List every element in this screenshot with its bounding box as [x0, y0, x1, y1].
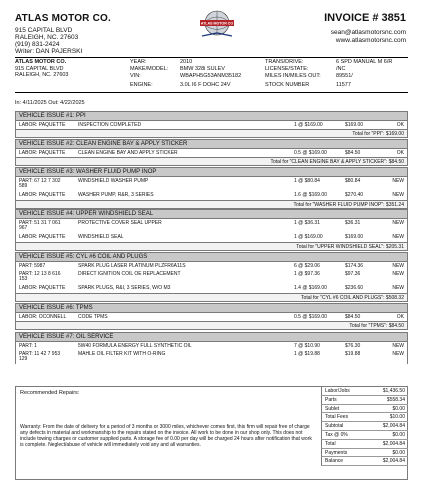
- logo-text: ATLAS MOTOR CO: [200, 21, 234, 26]
- line-amount: $97.36: [345, 271, 361, 277]
- engine-value: 3.0L I6 F DOHC 24V: [180, 82, 231, 88]
- customer-name: ATLAS MOTOR CO.: [15, 59, 67, 65]
- miles-value: 89551/: [336, 73, 353, 79]
- line-item-name: SPARK PLUG LASER PLATINUM PLZFR6A11S: [78, 263, 186, 269]
- line-desc: LABOR: PAQUETTE: [19, 150, 66, 156]
- vin-label: VIN:: [130, 73, 141, 79]
- totals-value: $1,436.50: [382, 388, 405, 394]
- vehicle-issue-section: [15, 167, 408, 209]
- issue-title: VEHICLE ISSUE #7: OIL SERVICE: [16, 333, 407, 342]
- line-status: NEW: [392, 343, 404, 349]
- line-desc: LABOR: OCONNELL: [19, 314, 67, 320]
- engine-label: ENGINE:: [130, 82, 153, 88]
- company-phone: (919) 831-2424: [15, 41, 60, 48]
- line-amount: $174.36: [345, 263, 364, 269]
- line-desc: LABOR: PAQUETTE: [19, 285, 66, 291]
- line-amount: $19.88: [345, 351, 361, 357]
- trans-label: TRANS/DRIVE:: [265, 59, 304, 65]
- line-item-name: INSPECTION COMPLETED: [78, 122, 142, 128]
- vehicle-issue-section: [15, 139, 408, 166]
- totals-label: Balance: [325, 458, 344, 465]
- totals-value: $0.00: [392, 431, 405, 438]
- issue-title: VEHICLE ISSUE #4: UPPER WINDSHIELD SEAL: [16, 210, 407, 219]
- line-item: [16, 232, 407, 242]
- line-status: NEW: [392, 192, 404, 198]
- line-desc: PART: 51 31 7 061: [19, 220, 61, 226]
- issue-total: Total for "UPPER WINDSHIELD SEAL": $205.31: [296, 244, 404, 250]
- line-item: [16, 190, 407, 200]
- line-qty: 1 @ $169.00: [294, 234, 323, 240]
- divider: [15, 57, 408, 58]
- line-desc: PART: 11 42 7 953: [19, 351, 61, 357]
- issue-total-row: [16, 200, 407, 208]
- customer-city: RALEIGH, NC. 27603: [15, 72, 69, 78]
- issue-title: VEHICLE ISSUE #1: PPI: [16, 112, 407, 121]
- line-desc: PART: 67 12 7 302: [19, 178, 61, 184]
- miles-label: MILES IN/MILES OUT:: [265, 73, 321, 79]
- totals-row: [321, 457, 408, 466]
- line-item-name: WINDSHIELD SEAL: [78, 234, 124, 240]
- line-qty: 1.6 @ $169.00: [294, 192, 327, 198]
- line-item-name: WINDSHIELD WASHER PUMP: [78, 178, 149, 184]
- invoice-summary: [15, 386, 408, 480]
- line-item: [16, 313, 407, 321]
- line-status: NEW: [392, 271, 404, 277]
- issue-total: Total for "WASHER FLUID PUMP INOP": $351.24: [293, 202, 404, 208]
- totals-label: Tax @ 0%: [325, 431, 348, 438]
- contact-website: www.atlasmotorsnc.com: [335, 37, 406, 44]
- line-item-name: WASHER PUMP, R&R, 3 SERIES: [78, 192, 154, 198]
- issue-total-row: [16, 157, 407, 165]
- line-desc-cont: 967: [19, 225, 28, 231]
- totals-label: Labor/Jobs: [325, 388, 350, 394]
- vehicle-issue-section: [15, 111, 408, 138]
- line-qty: 1.4 @ $169.00: [294, 285, 327, 291]
- line-qty: 6 @ $29.06: [294, 263, 320, 269]
- line-item-name: CODE TPMS: [78, 314, 108, 320]
- line-item: [16, 149, 407, 157]
- line-status: OK: [396, 122, 404, 128]
- make-label: MAKE/MODEL:: [130, 66, 169, 72]
- totals-label: Payments: [325, 449, 348, 456]
- line-amount: $84.50: [345, 314, 361, 320]
- issue-total: Total for "CYL #6 COIL AND PLUGS": $508.32: [301, 295, 404, 301]
- issue-total-row: [16, 321, 407, 329]
- line-desc-cont: 129: [19, 356, 28, 362]
- vehicle-issue-section: [15, 332, 408, 364]
- line-amount: $169.00: [345, 122, 364, 128]
- atlas-globe-logo: [198, 9, 236, 39]
- year-label: YEAR:: [130, 59, 147, 65]
- line-desc: LABOR: PAQUETTE: [19, 192, 66, 198]
- company-street: 915 CAPITAL BLVD: [15, 27, 73, 34]
- service-dates: In: 4/11/2025 Out: 4/22/2025: [15, 100, 85, 106]
- line-qty: 7 @ $10.90: [294, 343, 320, 349]
- issue-total-row: [16, 293, 407, 301]
- issue-total: Total for "CLEAN ENGINE BAY & APPLY STICKER": $84.50: [270, 159, 404, 165]
- line-desc-cont: 589: [19, 183, 28, 189]
- totals-value: $0.00: [392, 449, 405, 456]
- totals-row: [321, 440, 408, 449]
- issue-title: VEHICLE ISSUE #2: CLEAN ENGINE BAY & APPLY STICKER: [16, 140, 407, 149]
- line-amount: $236.60: [345, 285, 364, 291]
- line-status: NEW: [392, 351, 404, 357]
- line-qty: 1 @ $36.31: [294, 220, 320, 226]
- contact-email: sean@atlasmotorsnc.com: [330, 29, 406, 36]
- customer-street: 915 CAPITAL BLVD: [15, 66, 64, 72]
- line-item-name: 5W40 FORMULA ENERGY FULL SYNTHETIC OIL: [78, 343, 192, 349]
- trans-value: 6 SPD MANUAL M 6/R: [336, 59, 393, 65]
- line-amount: $84.50: [345, 150, 361, 156]
- line-amount: $270.40: [345, 192, 364, 198]
- line-item-name: MAHLE OIL FILTER KIT WITH O-RING: [78, 351, 166, 357]
- line-status: NEW: [392, 285, 404, 291]
- stock-value: 11577: [336, 82, 351, 88]
- invoice-number: INVOICE # 3851: [324, 12, 406, 24]
- vehicle-issue-section: [15, 252, 408, 302]
- issue-total-row: [16, 242, 407, 250]
- totals-label: Total Fees: [325, 414, 349, 421]
- line-desc: PART: 1: [19, 343, 37, 349]
- totals-label: Subtotal: [325, 423, 344, 430]
- line-item: [16, 121, 407, 129]
- totals-row: [321, 431, 408, 440]
- line-amount: $80.84: [345, 178, 361, 184]
- totals-row: [321, 422, 408, 431]
- line-desc: LABOR: PAQUETTE: [19, 122, 66, 128]
- totals-row: [321, 413, 408, 422]
- totals-value: $2,004.84: [382, 440, 405, 447]
- issue-total: Total for "PPI": $169.00: [352, 131, 404, 137]
- totals-value: $2,004.84: [382, 458, 405, 465]
- totals-row: [321, 387, 408, 396]
- totals-value: $558.34: [386, 396, 405, 403]
- line-qty: 0.5 @ $169.00: [294, 150, 327, 156]
- line-qty: 0.5 @ $169.00: [294, 314, 327, 320]
- totals-row: [321, 449, 408, 458]
- totals-value: $2,004.84: [382, 423, 405, 430]
- recommended-repairs-label: Recommended Repairs:: [20, 390, 80, 396]
- totals-label: Total: [325, 440, 336, 447]
- line-desc-cont: 153: [19, 276, 28, 282]
- vehicle-issue-section: [15, 209, 408, 251]
- line-amount: $169.00: [345, 234, 364, 240]
- vehicle-issue-section: [15, 303, 408, 330]
- line-item-name: SPARK PLUGS, R&I, 3 SERIES, W/O M3: [78, 285, 171, 291]
- line-desc: PART: 12 13 8 616: [19, 271, 61, 277]
- company-city: RALEIGH, NC. 27603: [15, 34, 79, 41]
- issue-title: VEHICLE ISSUE #3: WASHER FLUID PUMP INOP: [16, 168, 407, 177]
- line-qty: 1 @ $80.84: [294, 178, 320, 184]
- issue-total: Total for "TPMS": $84.50: [349, 323, 404, 329]
- totals-table: [321, 387, 408, 466]
- line-desc: PART: 5987: [19, 263, 46, 269]
- warranty-text: Warranty: From the date of delivery for a period of 3 months or 3000 miles, whichever comes first, this firm will repair free of charge any defects in material and workmanship to the repairs stated on the invoice. All work to be done in our shop only. This does not include towing charges or customer supplied parts. A storage fee of 0.00 per day will be charged 24 hours after notification that work is complete. Neglect/abuse of vehicle will immediately void any and all warranties.: [20, 424, 312, 448]
- line-qty: 1 @ $169.00: [294, 122, 323, 128]
- license-value: /NC: [336, 66, 346, 72]
- line-status: OK: [396, 314, 404, 320]
- line-status: NEW: [392, 234, 404, 240]
- line-item-name: PROTECTIVE COVER SEAL UPPER: [78, 220, 162, 226]
- line-item: [16, 270, 407, 283]
- totals-row: [321, 396, 408, 405]
- line-qty: 1 @ $97.36: [294, 271, 320, 277]
- line-item-name: CLEAN ENGINE BAY AND APPLY STICKER: [78, 150, 178, 156]
- issue-title: VEHICLE ISSUE #6: TPMS: [16, 304, 407, 313]
- line-item: [16, 219, 407, 232]
- line-item: [16, 262, 407, 270]
- totals-value: $0.00: [392, 405, 405, 412]
- line-amount: $36.31: [345, 220, 361, 226]
- line-amount: $76.30: [345, 343, 361, 349]
- line-item: [16, 342, 407, 350]
- divider: [15, 92, 408, 93]
- issue-total-row: [16, 129, 407, 137]
- totals-row: [321, 405, 408, 414]
- license-label: LICENSE/STATE:: [265, 66, 309, 72]
- company-name: ATLAS MOTOR CO.: [15, 13, 111, 24]
- line-item-name: DIRECT IGNITION COIL OE REPLACEMENT: [78, 271, 181, 277]
- line-desc: LABOR: PAQUETTE: [19, 234, 66, 240]
- line-status: NEW: [392, 178, 404, 184]
- year-value: 2010: [180, 59, 193, 65]
- totals-label: Sublet: [325, 405, 340, 412]
- issue-title: VEHICLE ISSUE #5: CYL #6 COIL AND PLUGS: [16, 253, 407, 262]
- stock-label: STOCK NUMBER: [265, 82, 310, 88]
- line-status: OK: [396, 150, 404, 156]
- line-item: [16, 177, 407, 190]
- line-item: [16, 350, 407, 364]
- line-item: [16, 283, 407, 293]
- vin-value: WBAPH5G53ANM35182: [180, 73, 242, 79]
- line-status: NEW: [392, 220, 404, 226]
- totals-value: $10.00: [389, 414, 405, 421]
- line-status: NEW: [392, 263, 404, 269]
- writer-name: Writer: DAN PAJERSKI: [15, 48, 83, 55]
- line-qty: 1 @ $19.88: [294, 351, 320, 357]
- make-value: BMW 328i SULEV: [180, 66, 225, 72]
- totals-label: Parts: [325, 396, 337, 403]
